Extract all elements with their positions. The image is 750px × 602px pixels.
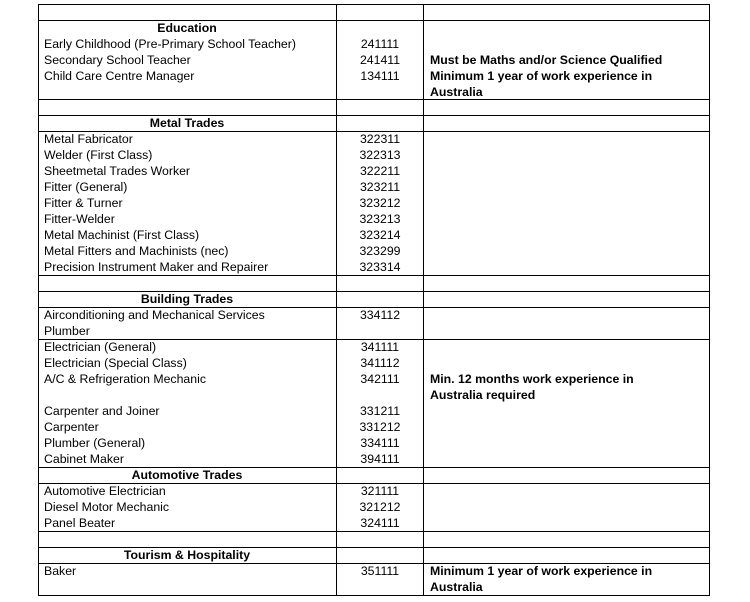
anzsco-code: 323211 (359, 180, 401, 194)
anzsco-code: 323213 (359, 212, 401, 226)
anzsco-code: 341111 (360, 340, 400, 354)
occupation-name: Metal Machinist (First Class) (44, 228, 200, 242)
occupation-name: Early Childhood (Pre-Primary School Teacher) (44, 37, 296, 51)
anzsco-code: 323314 (359, 260, 401, 274)
section-heading-metal-trades: Metal Trades (149, 116, 225, 130)
occupation-name-continued: Plumber (44, 324, 90, 338)
row-divider (38, 531, 710, 532)
anzsco-code: 322311 (359, 132, 401, 146)
occupation-name: Fitter (General) (44, 180, 128, 194)
row-divider (38, 99, 710, 100)
row-divider (38, 4, 710, 5)
anzsco-code: 134111 (360, 69, 400, 83)
section-heading-automotive-trades: Automotive Trades (131, 468, 243, 482)
anzsco-code: 331211 (359, 404, 401, 418)
anzsco-code: 331212 (359, 420, 401, 434)
requirement-note: Must be Maths and/or Science Qualified (430, 53, 663, 67)
column-divider (423, 4, 424, 596)
occupation-name: Airconditioning and Mechanical Services (44, 308, 265, 322)
anzsco-code: 322211 (359, 164, 401, 178)
anzsco-code: 394111 (360, 452, 400, 466)
anzsco-code: 321212 (359, 500, 401, 514)
anzsco-code: 323299 (359, 244, 401, 258)
requirement-note-continued: Australia (430, 85, 483, 99)
section-heading-tourism-hospitality: Tourism & Hospitality (123, 548, 251, 562)
occupation-name: Child Care Centre Manager (44, 69, 195, 83)
occupation-name: Carpenter and Joiner (44, 404, 160, 418)
anzsco-code: 334111 (360, 436, 400, 450)
occupation-name: Electrician (Special Class) (44, 356, 187, 370)
row-divider (38, 275, 710, 276)
anzsco-code: 341112 (360, 356, 400, 370)
requirement-note-continued: Australia required (430, 388, 536, 402)
occupation-name: Panel Beater (44, 516, 116, 530)
occupation-name: Carpenter (44, 420, 99, 434)
anzsco-code: 322313 (359, 148, 401, 162)
occupation-name: Secondary School Teacher (44, 53, 191, 67)
occupation-name: Sheetmetal Trades Worker (44, 164, 191, 178)
anzsco-code: 324111 (360, 516, 400, 530)
requirement-note: Min. 12 months work experience in (430, 372, 634, 386)
section-heading-building-trades: Building Trades (140, 292, 234, 306)
occupation-name: Metal Fabricator (44, 132, 133, 146)
anzsco-code: 342111 (360, 372, 400, 386)
occupation-name: Welder (First Class) (44, 148, 153, 162)
occupation-name: A/C & Refrigeration Mechanic (44, 372, 206, 386)
anzsco-code: 321111 (360, 484, 400, 498)
anzsco-code: 241111 (360, 37, 400, 51)
anzsco-code: 241411 (359, 53, 401, 67)
anzsco-code: 323214 (359, 228, 401, 242)
occupation-name: Automotive Electrician (44, 484, 166, 498)
requirement-note: Minimum 1 year of work experience in (430, 564, 653, 578)
anzsco-code: 323212 (359, 196, 401, 210)
occupation-name: Cabinet Maker (44, 452, 124, 466)
column-divider (336, 4, 337, 596)
requirement-note: Minimum 1 year of work experience in (430, 69, 653, 83)
occupation-table (38, 4, 710, 596)
occupation-name: Baker (44, 564, 77, 578)
occupation-name: Precision Instrument Maker and Repairer (44, 260, 269, 274)
anzsco-code: 334112 (359, 308, 401, 322)
requirement-note-continued: Australia (430, 580, 483, 594)
row-divider (38, 595, 710, 596)
occupation-name: Diesel Motor Mechanic (44, 500, 170, 514)
section-heading-education: Education (157, 21, 217, 35)
occupation-name: Fitter-Welder (44, 212, 115, 226)
occupation-name: Plumber (General) (44, 436, 146, 450)
anzsco-code: 351111 (360, 564, 400, 578)
occupation-name: Electrician (General) (44, 340, 157, 354)
occupation-name: Fitter & Turner (44, 196, 123, 210)
table-border-right (709, 4, 710, 596)
occupation-name: Metal Fitters and Machinists (nec) (44, 244, 229, 258)
